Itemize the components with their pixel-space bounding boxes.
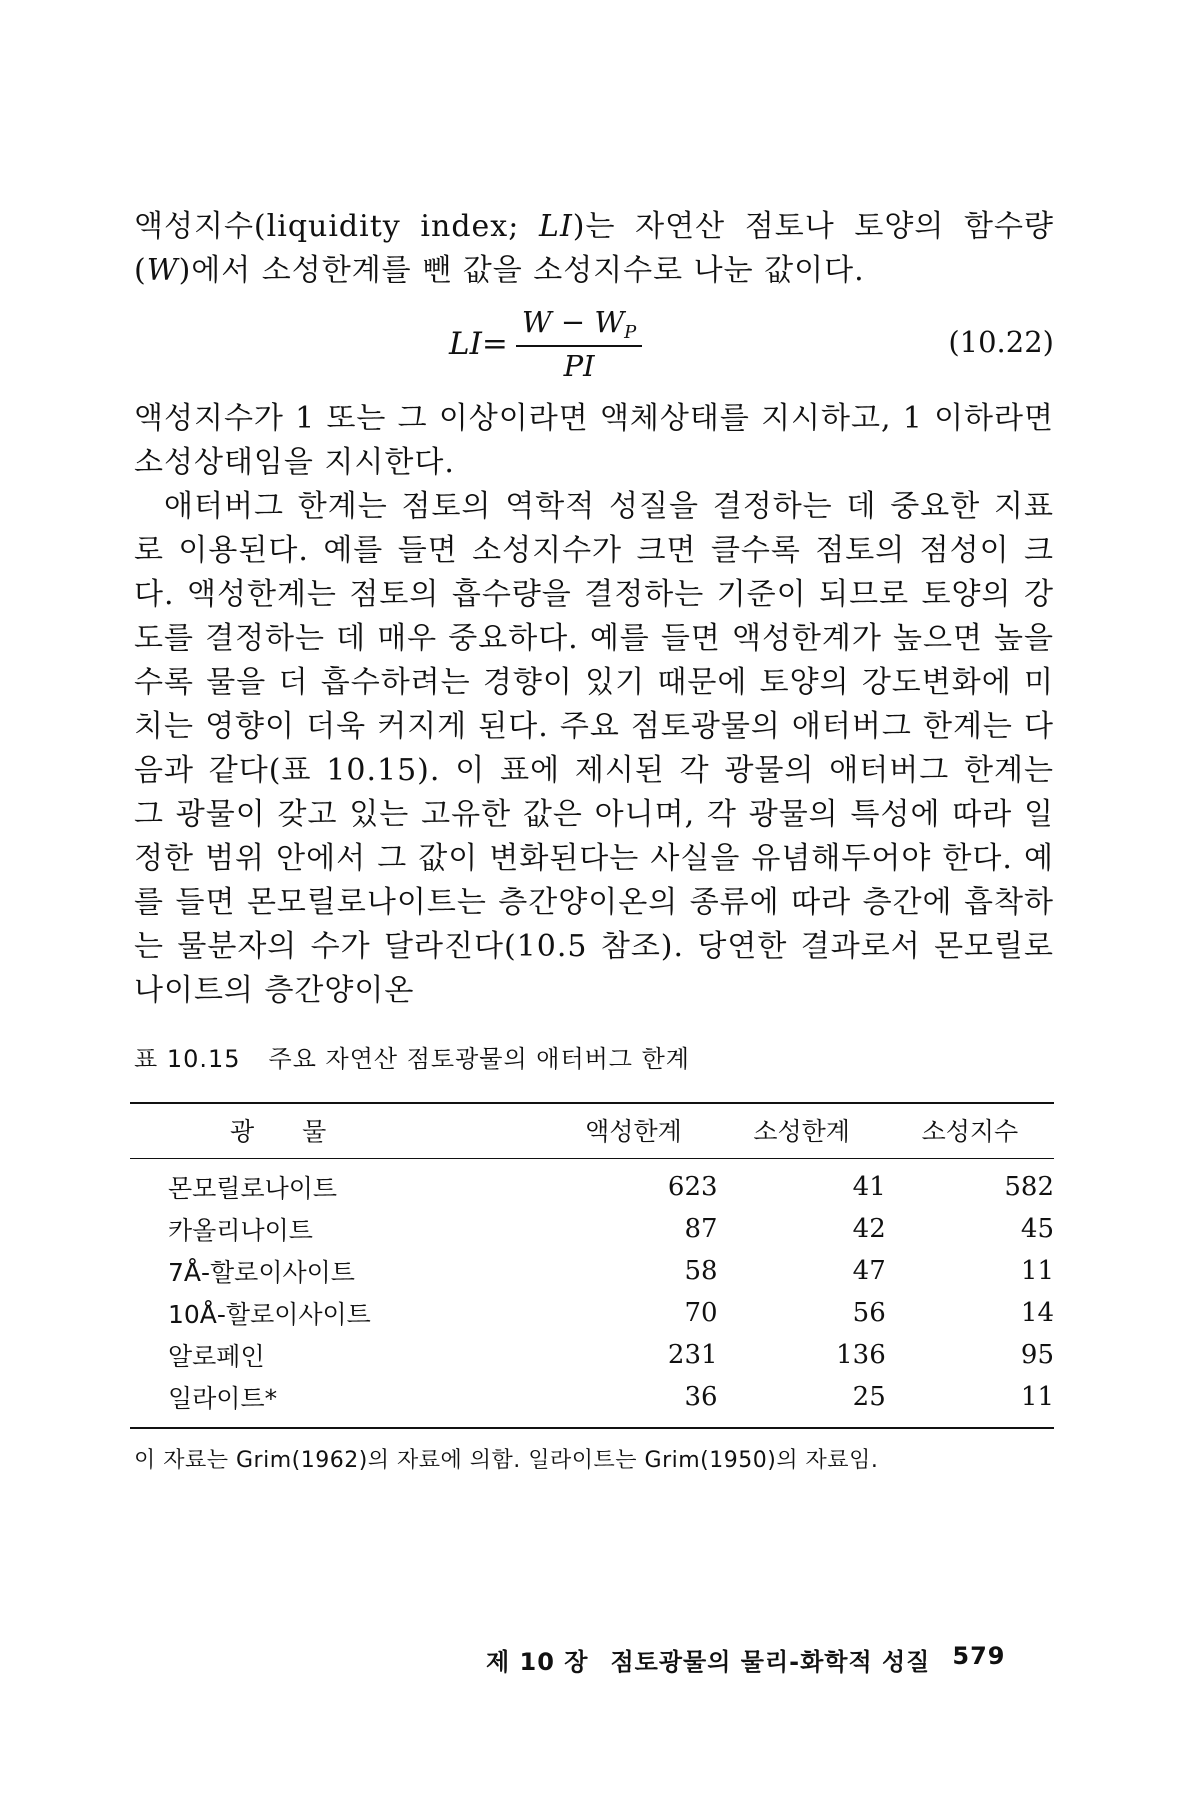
footer-chapter: 제 10 장: [486, 1648, 589, 1676]
paragraph1-text-a: 액성지수(liquidity index;: [134, 209, 540, 244]
cell-plastic-limit: 41: [852, 1172, 886, 1202]
table-caption: [134, 1039, 1054, 1074]
equation-numerator: [516, 305, 642, 347]
cell-mineral: 10Å-할로이사이트: [168, 1300, 371, 1329]
header-plasticity-index: 소성지수: [886, 1103, 1054, 1159]
cell-plastic-limit: 56: [852, 1298, 886, 1328]
table-caption-number: 표 10.15: [134, 1045, 241, 1073]
header-liquid-limit: 액성한계: [549, 1103, 717, 1159]
equation-10-22: [134, 301, 1054, 387]
paragraph-liquidity-index: [134, 205, 1054, 293]
cell-mineral: 알로페인: [168, 1342, 265, 1371]
table-row: [130, 1292, 1054, 1334]
table-caption-title: 주요 자연산 점토광물의 애터버그 한계: [268, 1045, 690, 1073]
paragraph-liquidity-interpretation: 액성지수가 1 또는 그 이상이라면 액체상태를 지시하고, 1 이하라면 소성상태임을 지시한다.: [134, 401, 1054, 480]
header-plastic-limit: 소성한계: [718, 1103, 886, 1159]
header-mineral: 광 물: [130, 1103, 549, 1159]
paragraph1-text-b: )는 자연산 점토나 토양의 함수량 (: [134, 209, 1054, 288]
footer-title: 점토광물의 물리-화학적 성질: [610, 1648, 931, 1676]
table-footnote: 이 자료는 Grim(1962)의 자료에 의함. 일라이트는 Grim(1950)의 자료임.: [134, 1448, 879, 1473]
cell-mineral: 7Å-할로이사이트: [168, 1258, 355, 1287]
cell-plastic-limit: 25: [718, 1376, 886, 1428]
cell-liquid-limit: 58: [684, 1256, 718, 1286]
table-header-row: [130, 1103, 1054, 1159]
running-footer: [486, 1642, 1005, 1677]
cell-plastic-limit: 136: [836, 1340, 886, 1370]
cell-plasticity-index: 11: [886, 1376, 1054, 1428]
paragraph1-w: W: [146, 253, 179, 288]
cell-plasticity-index: 14: [1020, 1298, 1054, 1328]
cell-plastic-limit: 47: [852, 1256, 886, 1286]
table-row: [130, 1159, 1054, 1209]
table-row: [130, 1376, 1054, 1428]
table-row: [130, 1250, 1054, 1292]
cell-mineral: 일라이트*: [130, 1376, 549, 1428]
cell-mineral: 카올리나이트: [168, 1216, 313, 1245]
equation-body: [449, 301, 642, 387]
cell-plasticity-index: 11: [1020, 1256, 1054, 1286]
cell-liquid-limit: 623: [667, 1172, 718, 1202]
page-content: [134, 205, 1054, 1474]
equation-denominator: PI: [563, 349, 595, 383]
equation-numerator-text: W − W: [521, 305, 625, 339]
cell-liquid-limit: 87: [684, 1214, 718, 1244]
paragraph1-abbr: LI: [539, 209, 573, 244]
cell-plasticity-index: 45: [1020, 1214, 1054, 1244]
table-row: [130, 1208, 1054, 1250]
atterberg-limits-table: [130, 1102, 1054, 1429]
cell-liquid-limit: 36: [549, 1376, 717, 1428]
equation-numerator-subscript: P: [624, 322, 637, 343]
equation-lhs: LI=: [449, 326, 508, 362]
cell-plasticity-index: 582: [1004, 1172, 1054, 1202]
cell-mineral: 몬모릴로나이트: [168, 1174, 338, 1203]
cell-plastic-limit: 42: [852, 1214, 886, 1244]
cell-plasticity-index: 95: [1020, 1340, 1054, 1370]
cell-liquid-limit: 70: [684, 1298, 718, 1328]
cell-liquid-limit: 231: [667, 1340, 718, 1370]
equation-fraction: [516, 305, 642, 383]
table-row: [130, 1334, 1054, 1376]
paragraph1-text-c: )에서 소성한계를 뺀 값을 소성지수로 나눈 값이다.: [178, 253, 865, 288]
equation-number: (10.22): [948, 325, 1054, 359]
paragraph-atterberg-limits: 애터버그 한계는 점토의 역학적 성질을 결정하는 데 중요한 지표로 이용된다. 예를 들면 소성지수가 크면 클수록 점토의 점성이 크다. 액성한계는 점토의 흡수량을 결정하는 기준이 되므로 토양의 강도를 결정하는 데 매우 중요하다. 예를 들면 액성한계가 높으면 높을수록 물을 더 흡수하려는 경향이 있기 때문에 토양의 강도변화에 미치는 영향이 더욱 커지게 된다. 주요 점토광물의 애터버그 한계는 다음과 같다(표 10.15). 이 표에 제시된 각 광물의 애터버그 한계는 그 광물이 갖고 있는 고유한 값은 아니며, 각 광물의 특성에 따라 일정한 범위 안에서 그 값이 변화된다는 사실을 유념해두어야 한다. 예를 들면 몬모릴로나이트는 층간양이온의 종류에 따라 층간에 흡착하는 물분자의 수가 달라진다(10.5 참조). 당연한 결과로서 몬모릴로나이트의 층간양이온: [134, 489, 1054, 1008]
page-number: 579: [952, 1642, 1006, 1670]
